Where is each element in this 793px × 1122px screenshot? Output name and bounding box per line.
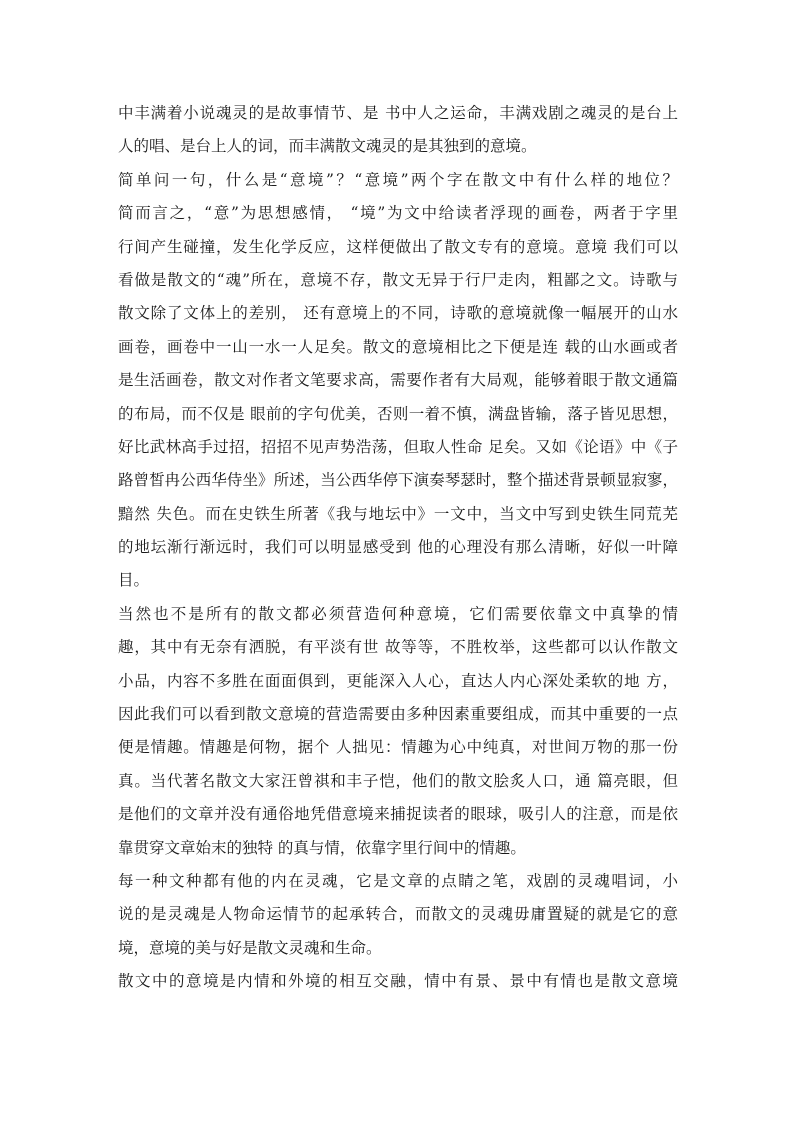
text-line: 说的是灵魂是人物命运情节的起承转合，而散文的灵魂毋庸置疑的就是它的意	[118, 905, 678, 924]
text-line: 简而言之，“意”为思想感情， “境”为文中给读者浮现的画卷，两者于字里	[118, 204, 678, 223]
text-line: 的布局，而不仅是 眼前的字句优美，否则一着不慎，满盘皆输，落子皆见思想，	[118, 404, 678, 423]
text-line: 真。当代著名散文大家汪曾祺和丰子恺，他们的散文脍炙人口，通 篇亮眼，但	[118, 771, 678, 790]
text-line: 的地坛渐行渐远时，我们可以明显感受到 他的心理没有那么清晰，好似一叶障	[118, 538, 678, 557]
text-line: 小品，内容不多胜在面面俱到，更能深入人心，直达人内心深处柔软的地 方，	[118, 671, 678, 690]
text-line: 中丰满着小说魂灵的是故事情节、是 书中人之运命，丰满戏剧之魂灵的是台上	[118, 104, 678, 122]
text-line: 每一种文种都有他的内在灵魂，它是文章的点睛之笔，戏剧的灵魂唱词，小	[118, 871, 678, 890]
text-line: 人的唱、是台上人的词，而丰满散文魂灵的是其独到的意境。	[118, 137, 537, 156]
text-line: 画卷，画卷中一山一水一人足矣。散文的意境相比之下便是连 载的山水画或者	[118, 337, 678, 356]
text-line: 境，意境的美与好是散文灵魂和生命。	[118, 938, 382, 957]
text-line: 是他们的文章并没有通俗地凭借意境来捕捉读者的眼球，吸引人的注意，而是依	[118, 805, 678, 824]
text-line: 当然也不是所有的散文都必须营造何种意境，它们需要依靠文中真挚的情	[118, 604, 678, 623]
text-line: 行间产生碰撞，发生化学反应，这样便做出了散文专有的意境。意境 我们可以	[118, 237, 678, 256]
text-line: 是生活画卷，散文对作者文笔要求高，需要作者有大局观，能够着眼于散文通篇	[118, 371, 678, 390]
text-line: 看做是散文的“魂”所在，意境不存，散文无异于行尸走肉，粗鄙之文。诗歌与	[118, 270, 678, 289]
text-line: 好比武林高手过招，招招不见声势浩荡，但取人性命 足矣。又如《论语》中《子	[118, 437, 678, 456]
text-line: 因此我们可以看到散文意境的营造需要由多种因素重要组成，而其中重要的一点	[118, 705, 678, 724]
text-line: 趣，其中有无奈有洒脱，有平淡有世 故等等，不胜枚举，这些都可以认作散文	[118, 638, 678, 657]
text-line: 路曾皙冉公西华侍坐》所述，当公西华停下演奏琴瑟时，整个描述背景顿显寂寥，	[118, 471, 678, 490]
text-line: 简单问一句，什么是“意境”？“意境”两个字在散文中有什么样的地位？	[118, 170, 678, 189]
body-text	[118, 97, 678, 999]
text-line: 散文除了文体上的差别， 还有意境上的不同，诗歌的意境就像一幅展开的山水	[118, 304, 678, 323]
text-line: 便是情趣。情趣是何物，据个 人拙见：情趣为心中纯真，对世间万物的那一份	[118, 738, 678, 757]
text-line: 黯然 失色。而在史铁生所著《我与地坛中》一文中，当文中写到史铁生同荒芜	[118, 504, 678, 523]
text-line: 目。	[118, 571, 150, 590]
text-line: 散文中的意境是内情和外境的相互交融，情中有景、景中有情也是散文意境	[118, 972, 678, 991]
text-line: 靠贯穿文章始末的独特 的真与情，依靠字里行间中的情趣。	[118, 838, 526, 857]
